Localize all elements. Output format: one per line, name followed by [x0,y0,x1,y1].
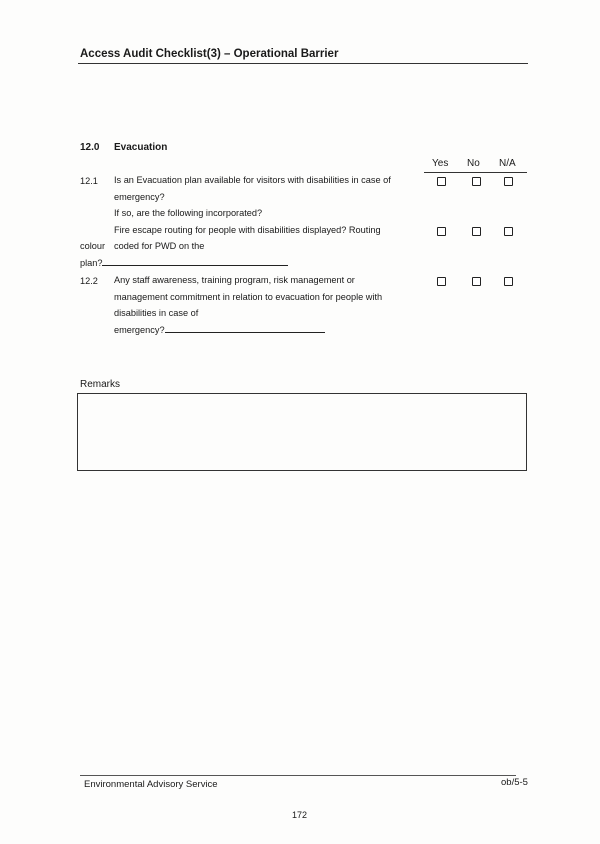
checkbox-12-2-na[interactable] [504,277,513,286]
checkbox-12-2-no[interactable] [472,277,481,286]
remarks-label: Remarks [80,379,121,390]
item-12-1-plan-row [80,255,288,272]
column-header-no: No [467,158,480,169]
footer-organization: Environmental Advisory Service [84,779,218,790]
plan-answer-blank[interactable] [102,257,288,266]
item-number-12-1: 12.1 [80,176,98,186]
item-12-1-line: Is an Evacuation plan available for visitors with disabilities in case of [114,175,391,185]
checkbox-12-1-na[interactable] [504,177,513,186]
item-12-2-emergency-row [114,322,382,339]
item-12-2-emergency-label: emergency? [114,324,165,335]
footer-reference: ob/5-5 [501,777,528,788]
item-12-2-question [114,272,382,338]
remarks-box[interactable] [77,393,527,471]
checkbox-fire-escape-yes[interactable] [437,227,446,236]
item-12-1-line-coded: coded for PWD on the [114,241,205,251]
section-title: Evacuation [114,142,168,153]
column-header-yes: Yes [432,158,449,169]
emergency-answer-blank[interactable] [165,324,325,333]
page-number: 172 [292,810,308,820]
header-divider [78,63,528,64]
item-12-1-line-colour: colour [80,241,106,251]
footer-divider [80,775,516,776]
item-12-1-line: Fire escape routing for people with disabilities displayed? Routing [114,224,381,235]
item-number-12-2: 12.2 [80,276,98,286]
item-12-2-line: disabilities in case of [114,308,199,318]
item-12-2-line: Any staff awareness, training program, risk management or [114,275,355,285]
page-header-title: Access Audit Checklist(3) – Operational Barrier [80,48,339,60]
checkbox-fire-escape-na[interactable] [504,227,513,236]
item-12-2-line: management commitment in relation to evacuation for people with [114,291,383,302]
column-header-divider [424,172,527,173]
column-header-na: N/A [499,158,516,169]
checkbox-12-1-yes[interactable] [437,177,446,186]
section-number: 12.0 [80,142,100,153]
checkbox-12-1-no[interactable] [472,177,481,186]
item-12-1-question [114,172,391,238]
checkbox-fire-escape-no[interactable] [472,227,481,236]
item-12-1-line: emergency? [114,191,165,202]
item-12-1-plan-label: plan? [80,258,103,268]
item-12-1-line: If so, are the following incorporated? [114,208,263,218]
checkbox-12-2-yes[interactable] [437,277,446,286]
